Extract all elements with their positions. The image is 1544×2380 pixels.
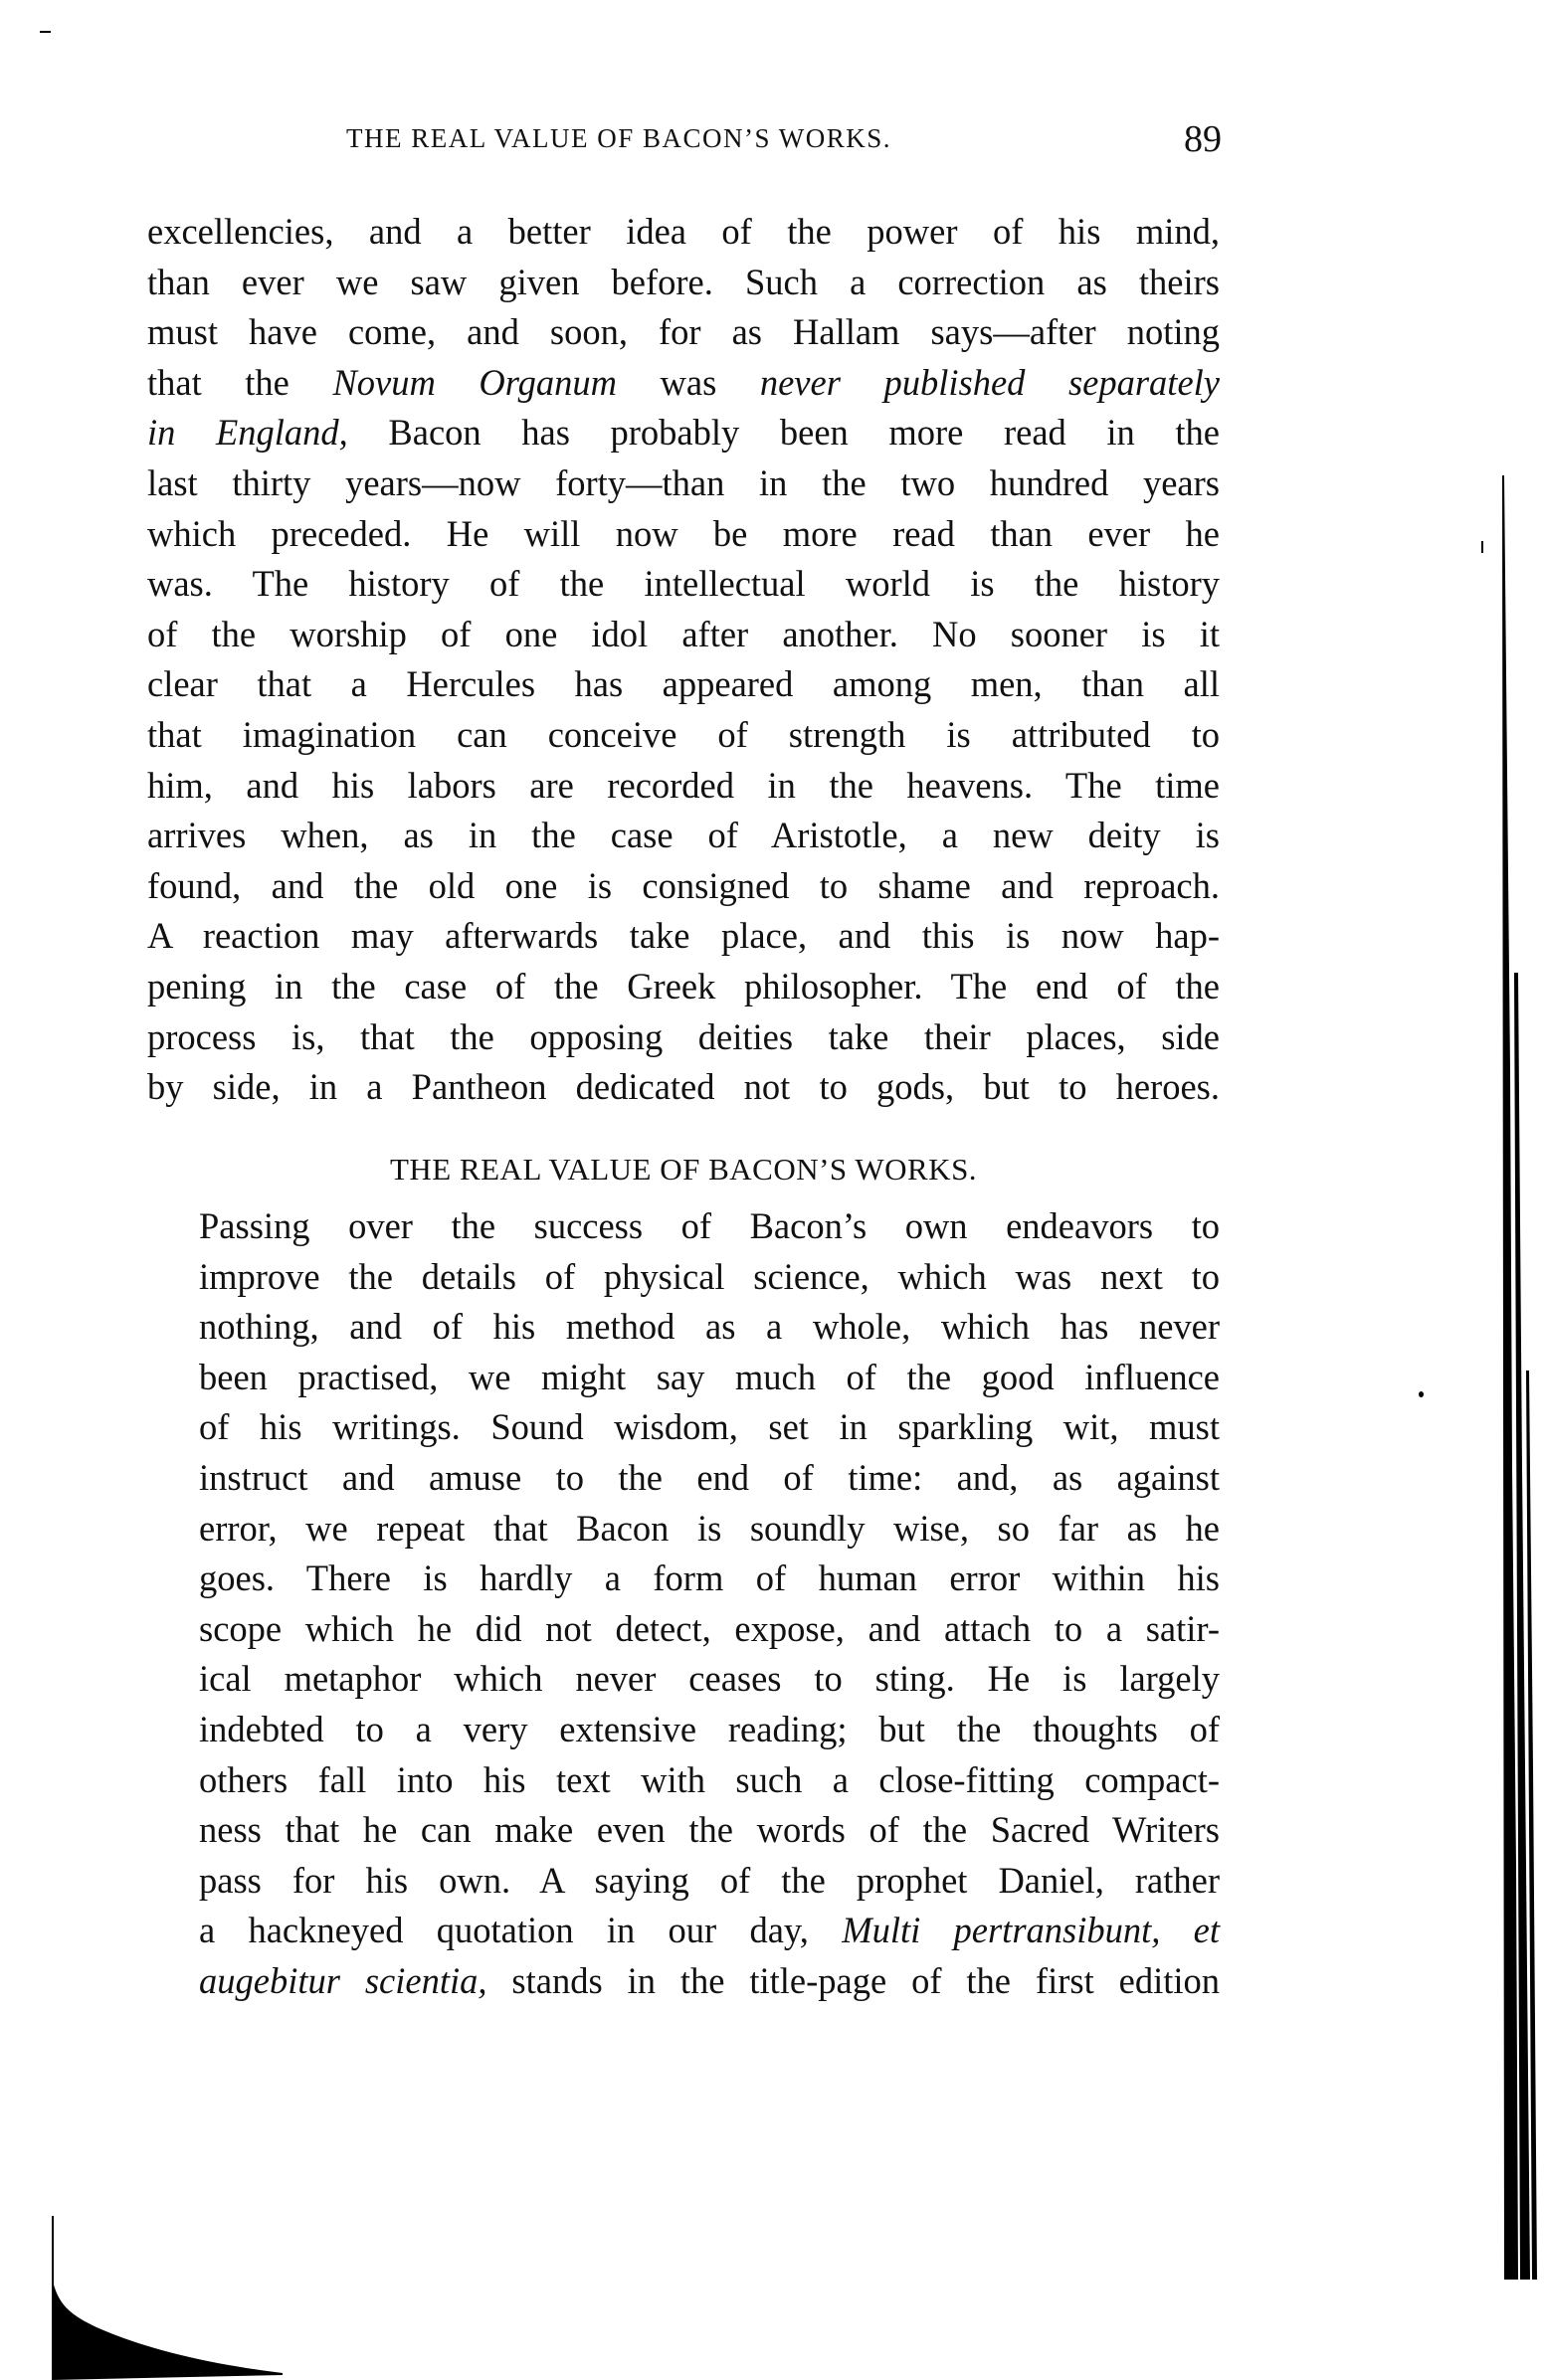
text-line: last thirty years—now forty—than in the two hundred years [147, 461, 1220, 503]
italic-phrase: Multi pertransibunt, et [842, 1910, 1220, 1951]
text-line: been practised, we might say much of the good influence [199, 1356, 1220, 1397]
text-line: Passing over the success of Bacon’s own endeavors to [199, 1205, 1220, 1246]
text-line: instruct and amuse to the end of time: and, as against [199, 1456, 1220, 1498]
text-line: him, and his labors are recorded in the heavens. The time [147, 764, 1220, 806]
text-line: improve the details of physical science, which was next to [199, 1255, 1220, 1297]
scan-mark-right [1481, 541, 1483, 553]
text-line: augebitur scientia, stands in the title-page of the first edition [199, 1959, 1220, 2001]
text-line: process is, that the opposing deities take their places, side [147, 1015, 1220, 1057]
text-line: scope which he did not detect, expose, and attach to a satir- [199, 1607, 1220, 1649]
text-line: pass for his own. A saying of the prophet Daniel, rather [199, 1859, 1220, 1901]
text-line: of his writings. Sound wisdom, set in sparkling wit, must [199, 1406, 1220, 1448]
text-line: indebted to a very extensive reading; but the thoughts of [199, 1708, 1220, 1749]
paragraph-1 [147, 207, 1220, 1113]
text-line: nothing, and of his method as a whole, which has never [199, 1306, 1220, 1348]
text-line: than ever we saw given before. Such a correction as theirs [147, 261, 1220, 302]
running-title: THE REAL VALUE OF BACON’S WORKS. [346, 123, 892, 153]
paragraph-2 [147, 1201, 1220, 2007]
text-line: that imagination can conceive of strength is attributed to [147, 713, 1220, 755]
text-line: excellencies, and a better idea of the power of his mind, [147, 211, 1220, 252]
text-line: of the worship of one idol after another. No sooner is it [147, 613, 1220, 654]
italic-phrase: never published separately [759, 361, 1220, 403]
text-line: others fall into his text with such a close-fitting compact- [199, 1758, 1220, 1800]
text-line: ness that he can make even the words of the Sacred Writers [199, 1809, 1220, 1851]
text-line: arrives when, as in the case of Aristotle, a new deity is [147, 815, 1220, 856]
scan-mark-top-left [40, 31, 51, 33]
page-number: 89 [1184, 118, 1222, 160]
text-line: goes. There is hardly a form of human error within his [199, 1557, 1220, 1599]
text-line: that the Novum Organum was never published separately [147, 361, 1220, 403]
text-line: error, we repeat that Bacon is soundly wise, so far as he [199, 1507, 1220, 1549]
text-line: found, and the old one is consigned to shame and reproach. [147, 864, 1220, 906]
page-edge-shadow [1492, 475, 1544, 2286]
italic-phrase: in England, [147, 412, 348, 454]
italic-phrase: augebitur scientia, [199, 1959, 487, 2001]
running-head [346, 117, 1222, 160]
text-line: by side, in a Pantheon dedicated not to gods, but to heroes. [147, 1066, 1220, 1108]
text-line: which preceded. He will now be more read than ever he [147, 512, 1220, 554]
text-line: clear that a Hercules has appeared among men, than all [147, 663, 1220, 705]
section-heading: THE REAL VALUE OF BACON’S WORKS. [389, 1152, 978, 1187]
text-line: in England, Bacon has probably been more read in the [147, 412, 1220, 454]
text-line: A reaction may afterwards take place, and this is now hap- [147, 915, 1220, 957]
italic-phrase: Novum Organum [332, 361, 617, 403]
text-line: was. The history of the intellectual world is the history [147, 563, 1220, 605]
text-line: ical metaphor which never ceases to sting. He is largely [199, 1658, 1220, 1700]
text-line: pening in the case of the Greek philosopher. The end of the [147, 965, 1220, 1007]
text-line: must have come, and soon, for as Hallam says—after noting [147, 311, 1220, 353]
page-corner-shadow [52, 2216, 290, 2380]
scan-speck [1419, 1391, 1424, 1397]
text-line: a hackneyed quotation in our day, Multi pertransibunt, et [199, 1910, 1220, 1951]
